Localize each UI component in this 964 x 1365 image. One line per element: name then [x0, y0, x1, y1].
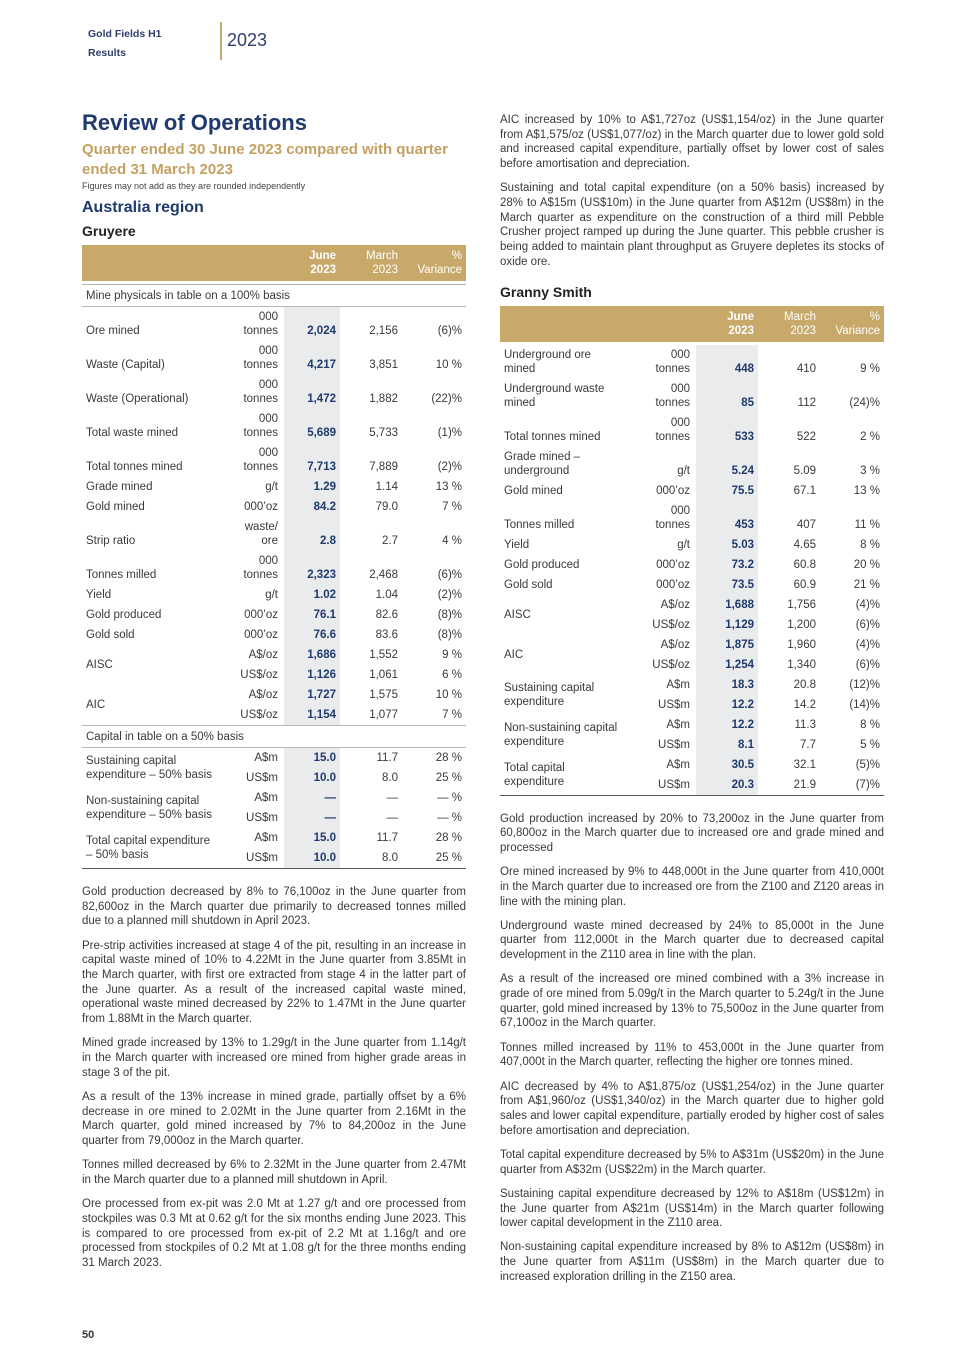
section-heading-gruyere: Gruyere: [82, 223, 136, 239]
table-row: Grade mined – underground g/t 5.24 5.09 3 %: [500, 447, 884, 481]
table-row: Underground ore mined 000 tonnes 448 410 9 %: [500, 345, 884, 379]
paragraph: Gold production decreased by 8% to 76,100oz in the June quarter from 82,600oz in the March quarter due primarily to decreased tonnes milled due to a planned mill shutdown in April 2023.: [82, 886, 466, 928]
table-row: US$/oz 1,254 1,340 (6)%: [500, 655, 884, 675]
paragraph: Tonnes milled decreased by 6% to 2.32Mt in the June quarter from 2.47Mt in the March quarter due to a planned mill shutdown in April.: [82, 1159, 466, 1186]
table-header-row: [82, 245, 466, 281]
header-june: June 2023: [284, 245, 340, 281]
paragraph: As a result of the increased ore mined combined with a 3% increase in grade of ore mined from 5.09g/t in the March quarter to 5.24g/t in the June quarter, gold mined increased by 13% to 75,500oz in the June quarter from 67,100oz in the March quarter.: [500, 973, 884, 1030]
table-row: Grade mined g/t 1.29 1.14 13 %: [82, 477, 466, 497]
paragraph: Tonnes milled increased by 11% to 453,000t in the June quarter from 407,000t in the March quarter, reflecting the higher ore tonnes mined.: [500, 1041, 884, 1069]
table-row: AIC A$/oz 1,727 1,575 10 %: [82, 685, 466, 705]
section-row: Capital in table on a 50% basis: [82, 726, 466, 748]
table-row: AISC A$/oz 1,688 1,756 (4)%: [500, 595, 884, 615]
paragraph: AIC decreased by 4% to A$1,875/oz (US$1,254/oz) in the June quarter from A$1,960/oz (US$1,340/oz) in the March quarter due to higher gold sales and lower capital expenditure, partially eroded by higher cost of sales before amortisation and depreciation.: [500, 1080, 884, 1137]
table-row: US$m 8.1 7.7 5 %: [500, 735, 884, 755]
table-row: US$m — — — %: [82, 808, 466, 828]
table-row: Yield g/t 1.02 1.04 (2)%: [82, 585, 466, 605]
header-divider: [220, 22, 222, 60]
paragraph: Ore processed from ex-pit was 2.0 Mt at 1.27 g/t and ore processed from stockpiles was 0.3 Mt at 0.62 g/t for the six months ending June 2023. This is compared to ore processed from ex-pit of 2.2 Mt at 1.16g/t and ore processed from stockpiles of 0.2 Mt at 1.08 g/t for the three months ending 31 March 2023.: [82, 1198, 466, 1269]
page-subtitle: Quarter ended 30 June 2023 compared with quarter ended 31 March 2023: [82, 141, 448, 178]
right-column: [500, 113, 884, 1294]
paragraph: Pre-strip activities increased at stage 4 of the pit, resulting in an increase in capital waste mined of 10% to 4.22Mt in the June quarter from 3.85Mt in the March quarter, with first ore extracted from stage 4 in the latter part of the June quarter. As a result of the increased capital waste mined, operational waste mined decreased by 22% to 1.47Mt in the June quarter from 1.88Mt in the March quarter.: [82, 939, 466, 1026]
section-heading-granny-smith: Granny Smith: [500, 283, 592, 300]
table-row: Total capital expenditure A$m 30.5 32.1 (5)%: [500, 755, 884, 775]
left-column: [82, 110, 466, 1280]
table-row: US$/oz 1,129 1,200 (6)%: [500, 615, 884, 635]
granny-smith-table: [500, 306, 884, 796]
table-row: AISC A$/oz 1,686 1,552 9 %: [82, 645, 466, 665]
section-row: Mine physicals in table on a 100% basis: [82, 285, 466, 307]
table-row: US$/oz 1,126 1,061 6 %: [82, 665, 466, 685]
region-heading: Australia region: [82, 199, 204, 216]
table-row: Total waste mined 000 tonnes 5,689 5,733 (1)%: [82, 409, 466, 443]
table-row: Gold mined 000’oz 75.5 67.1 13 %: [500, 481, 884, 501]
table-row: Gold produced 000’oz 76.1 82.6 (8)%: [82, 605, 466, 625]
table-row: Strip ratio waste/ ore 2.8 2.7 4 %: [82, 517, 466, 551]
page-title: Review of Operations: [82, 110, 307, 135]
table-row: US$m 10.0 8.0 25 %: [82, 768, 466, 788]
table-row: US$/oz 1,154 1,077 7 %: [82, 705, 466, 726]
table-row: Sustaining capital expenditure – 50% basis A$m 15.0 11.7 28 %: [82, 748, 466, 769]
table-row: Total tonnes mined 000 tonnes 7,713 7,889 (2)%: [82, 443, 466, 477]
table-row: Waste (Capital) 000 tonnes 4,217 3,851 10 %: [82, 341, 466, 375]
brand-line-1: Gold Fields H1: [88, 28, 162, 40]
gruyere-table: [82, 245, 466, 869]
table-header-row: [500, 306, 884, 342]
table-row: Yield g/t 5.03 4.65 8 %: [500, 535, 884, 555]
paragraph: As a result of the 13% increase in mined grade, partially offset by a 6% decrease in ore mined to 2.02Mt in the June quarter from 2.16Mt in the March quarter, gold mined increased by 7% to 84,200oz in the June quarter from 79,000oz in the March quarter.: [82, 1090, 466, 1148]
table-row: US$m 12.2 14.2 (14)%: [500, 695, 884, 715]
table-row: Non-sustaining capital expenditure A$m 12.2 11.3 8 %: [500, 715, 884, 735]
paragraph: Gold production increased by 20% to 73,200oz in the June quarter from 60,800oz in the March quarter due to increased ore and grade mined and processed: [500, 812, 884, 854]
table-row: Gold sold 000’oz 73.5 60.9 21 %: [500, 575, 884, 595]
rounding-note: Figures may not add as they are rounded independently: [82, 181, 306, 191]
table-row: Total capital expenditure – 50% basis A$m 15.0 11.7 28 %: [82, 828, 466, 848]
header-variance: % Variance: [820, 306, 884, 342]
table-row: Sustaining capital expenditure A$m 18.3 20.8 (12)%: [500, 675, 884, 695]
table-row: Waste (Operational) 000 tonnes 1,472 1,882 (22)%: [82, 375, 466, 409]
paragraph: Sustaining capital expenditure decreased by 12% to A$18m (US$12m) in the June quarter from A$21m (US$14m) in the March quarter following lower capital development in the Z110 area.: [500, 1187, 884, 1230]
table-row: Total tonnes mined 000 tonnes 533 522 2 %: [500, 413, 884, 447]
table-row: Tonnes milled 000 tonnes 2,323 2,468 (6)%: [82, 551, 466, 585]
header-march: March 2023: [340, 245, 402, 281]
table-row: Non-sustaining capital expenditure – 50% basis A$m — — — %: [82, 788, 466, 808]
table-row: Gold produced 000’oz 73.2 60.8 20 %: [500, 555, 884, 575]
page-number: 50: [82, 1329, 95, 1341]
header-variance: % Variance: [402, 245, 466, 281]
table-row: Tonnes milled 000 tonnes 453 407 11 %: [500, 501, 884, 535]
paragraph: Non-sustaining capital expenditure increased by 8% to A$12m (US$8m) in the June quarter from A$11m (US$8m) in the March quarter due to increased exploration drilling in the Z150 area.: [500, 1241, 884, 1283]
paragraph: Sustaining and total capital expenditure (on a 50% basis) increased by 28% to A$15m (US$10m) in the June quarter from A$12m (US$8m) in the March quarter as expenditure on the construction of a third mill Pebble Crusher project ramped up during the June quarter. This pebble crusher is being added to maintain plant throughput as Gruyere depletes its stocks of oxide ore.: [500, 182, 884, 268]
header-june: June 2023: [696, 306, 758, 342]
paragraph: Mined grade increased by 13% to 1.29g/t in the June quarter from 1.14g/t in the March quarter with increased ore mined from higher grade areas in stage 3 of the pit.: [82, 1037, 466, 1079]
table-row: US$m 20.3 21.9 (7)%: [500, 775, 884, 796]
paragraph: AIC increased by 10% to A$1,727oz (US$1,154/oz) in the June quarter from A$1,575/oz (US$1,077/oz) in the March quarter due to lower gold sold and increased capital expenditure, partially offset by lower cost of sales before amortisation and depreciation.: [500, 114, 884, 171]
report-year: 2023: [227, 30, 268, 50]
table-row: Gold sold 000’oz 76.6 83.6 (8)%: [82, 625, 466, 645]
table-row: Gold mined 000’oz 84.2 79.0 7 %: [82, 497, 466, 517]
header-march: March 2023: [758, 306, 820, 342]
table-row: Ore mined 000 tonnes 2,024 2,156 (6)%: [82, 307, 466, 342]
table-row: US$m 10.0 8.0 25 %: [82, 848, 466, 869]
report-brand: [88, 25, 162, 63]
table-row: Underground waste mined 000 tonnes 85 112 (24)%: [500, 379, 884, 413]
paragraph: Total capital expenditure decreased by 5% to A$31m (US$20m) in the June quarter from A$32m (US$22m) in the March quarter.: [500, 1148, 884, 1176]
table-row: AIC A$/oz 1,875 1,960 (4)%: [500, 635, 884, 655]
brand-line-2: Results: [88, 47, 126, 59]
paragraph: Underground waste mined decreased by 24% to 85,000t in the June quarter from 112,000t in the March quarter due to decreased capital development in the Z110 area in line with the plan.: [500, 919, 884, 962]
paragraph: Ore mined increased by 9% to 448,000t in the June quarter from 410,000t in the March quarter due to increased ore from the Z100 and Z120 areas in line with the mining plan.: [500, 866, 884, 908]
